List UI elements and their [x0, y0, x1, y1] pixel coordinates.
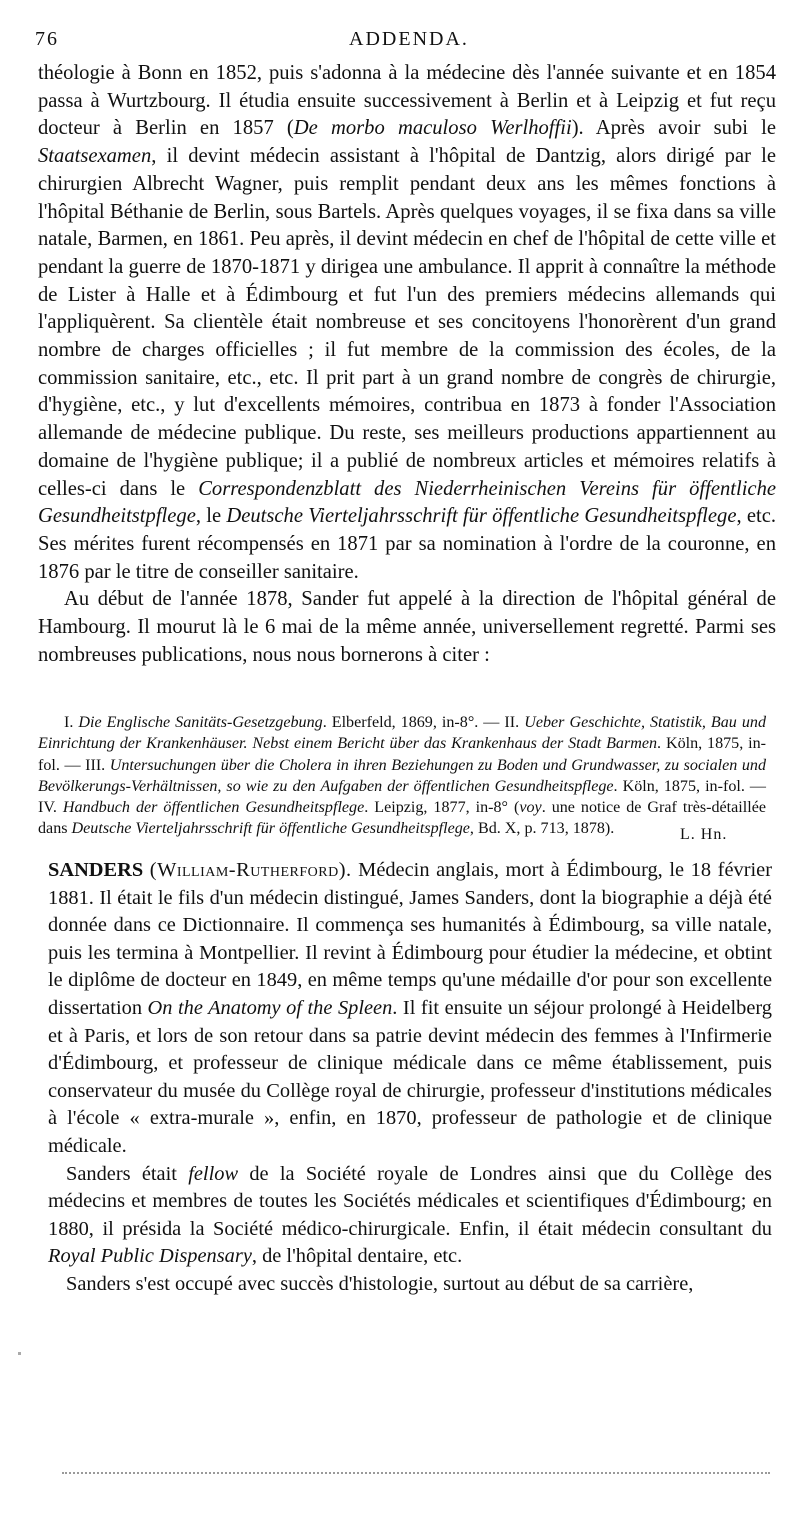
- paragraph-sanders-entry: SANDERS (William-Rutherford). Médecin anglais, mort à Édimbourg, le 18 février 1881. Il était le fils d'un médecin distingué, James Sanders, dont la biographie a déjà été donnée dans ce Dictionnaire. Il commença ses humanités à Édimbourg, sa ville natale, puis les termina à Montpellier. Il revint à Édimbourg pour étudier la médecine, et obtint le diplôme de docteur en 1849, en même temps qu'une médaille d'or pour son excellente dissertation On the Anatomy of the Spleen. Il fit ensuite un séjour prolongé à Heidelberg et à Paris, et lors de son retour dans sa patrie devint médecin des femmes à l'Infirmerie d'Édimbourg, et professeur de clinique médicale dans ce même établissement, puis conservateur du musée du Collège royal de chirurgie, professeur d'institutions médicales à l'école « extra-murale », enfin, en 1870, professeur de pathologie et de clinique médicale.: [48, 859, 772, 1157]
- bibliography-list: I. Die Englische Sanitäts-Gesetzgebung. Elberfeld, 1869, in-8°. — II. Ueber Geschichte, Statistik, Bau und Einrichtung der Krankenhäuser. Nebst einem Bericht über das Krankenhaus der Stadt Barmen. Köln, 1875, in-fol. — III. Untersuchungen über die Cholera in ihren Beziehungen zu Boden und Grundwasser, zu socialen und Bevölkerungs-Verhältnissen, so wie zu den Aufgaben der öffentlichen Gesundheitspflege. Köln, 1875, in-fol. — IV. Handbuch der öffentlichen Gesundheitspflege. Leipzig, 1877, in-8° (voy. une notice de Graf très-détaillée dans Deutsche Vierteljahrsschrift für öffentliche Gesundheitspflege, Bd. X, p. 713, 1878).: [38, 714, 766, 838]
- bibliography: [38, 712, 766, 840]
- author-signature: L. Hn.: [680, 826, 728, 843]
- running-title: ADDENDA.: [349, 28, 469, 50]
- sanders-article-body: [48, 857, 772, 1299]
- entry-headword: SANDERS: [48, 859, 144, 881]
- paragraph-sanders-societies: Sanders était fellow de la Société royale de Londres ainsi que du Collège des médecins et membres de toutes les Sociétés médicales et scientifiques d'Édimbourg; en 1880, il présida la Société médico-chirurgicale. Enfin, il était médecin consultant du Royal Public Dispensary, de l'hôpital dentaire, etc.: [48, 1162, 772, 1268]
- running-header: [35, 22, 783, 52]
- sander-article-body: [38, 60, 776, 669]
- paragraph-biography: théologie à Bonn en 1852, puis s'adonna à la médecine dès l'année suivante et en 1854 passa à Wurtzbourg. Il étudia ensuite successivement à Berlin et à Leipzig et fut reçu docteur à Berlin en 1857 (De morbo maculoso Werlhoffii). Après avoir subi le Staatsexamen, il devint médecin assistant à l'hôpital de Dantzig, alors dirigé par le chirurgien Albrecht Wagner, puis remplit pendant deux ans les mêmes fonctions à l'hôpital Béthanie de Berlin, sous Bartels. Après quelques voyages, il se fixa dans sa ville natale, Barmen, en 1861. Peu après, il devint médecin en chef de l'hôpital de cette ville et pendant la guerre de 1870-1871 y dirigea une ambulance. Il apprit à connaître la méthode de Lister à Halle et à Édimbourg et fut l'un des premiers médecins allemands qui l'appliquèrent. Sa clientèle était nombreuse et ses concitoyens l'honorèrent d'un grand nombre de charges officielles ; il fut membre de la commission des écoles, de la commission sanitaire, etc., etc. Il prit part à un grand nombre de congrès de chirurgie, d'hygiène, etc., y lut d'excellents mémoires, contribua en 1873 à fonder l'Association allemande de médecine publique. Du reste, ses meilleurs productions appartiennent au domaine de l'hygiène publique; il a publié de nombreux articles et mémoires relatifs à celles-ci dans le Correspondenzblatt des Niederrheinischen Vereins für öffentliche Gesundheitstpflege, le Deutsche Vierteljahrsschrift für öffentliche Gesundheitspflege, etc. Ses mérites furent récompensés en 1871 par sa nomination à l'ordre de la couronne, en 1876 par le titre de conseiller sanitaire.: [38, 62, 777, 583]
- page-number: 76: [35, 28, 59, 50]
- margin-speck: [18, 1352, 21, 1355]
- bleed-through-line: [62, 1472, 770, 1474]
- entry-given-names: (William-Rutherford).: [149, 859, 352, 881]
- paragraph-sanders-histology: Sanders s'est occupé avec succès d'histologie, surtout au début de sa carrière,: [66, 1272, 694, 1295]
- paragraph-death: Au début de l'année 1878, Sander fut appelé à la direction de l'hôpital général de Hambourg. Il mourut là le 6 mai de la même année, universellement regretté. Parmi ses nombreuses publications, nous nous bornerons à citer :: [38, 588, 776, 666]
